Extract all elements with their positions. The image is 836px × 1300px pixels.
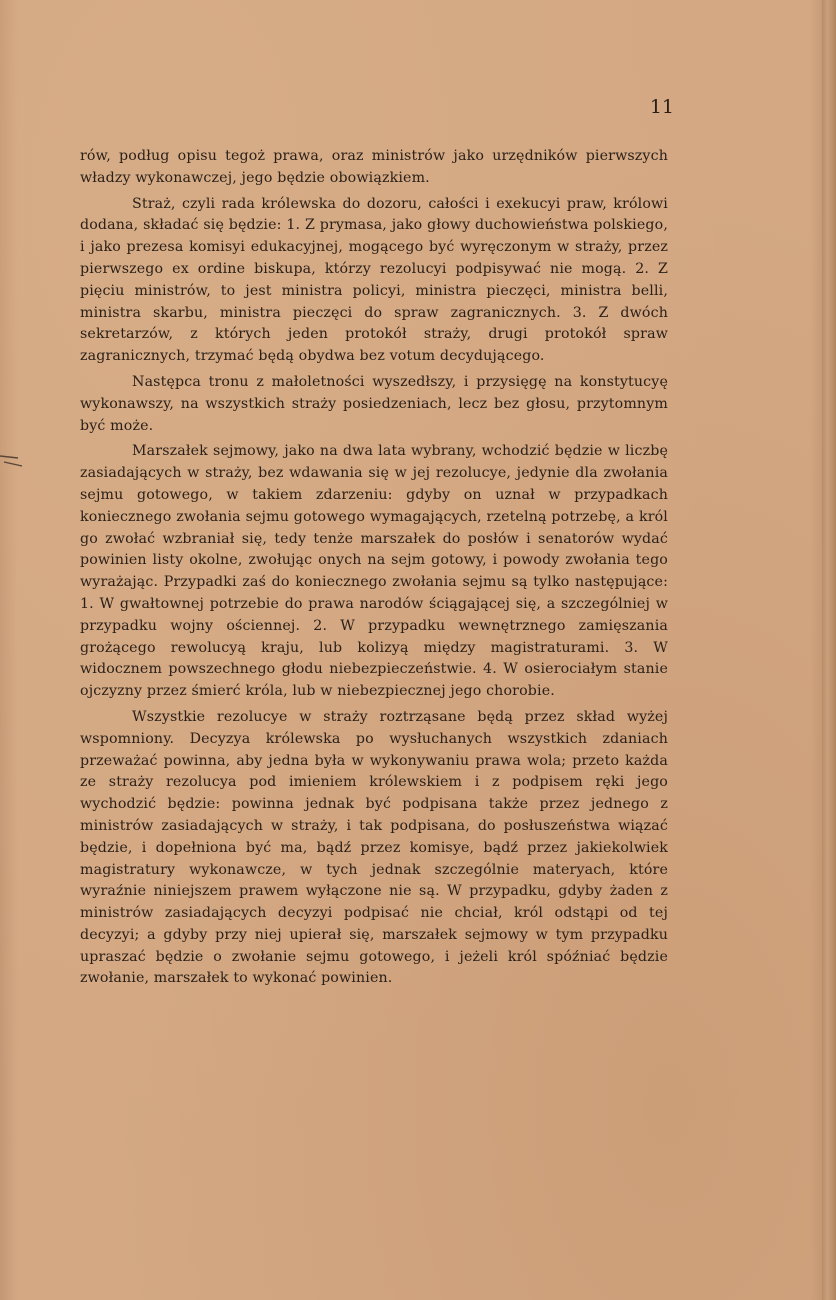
margin-mark-icon bbox=[0, 446, 30, 476]
paragraph: rów, podług opisu tegoż prawa, oraz ministrów jako urzędników pierwszych władzy wykonawczej, jego będzie obowiązkiem. bbox=[80, 148, 668, 186]
paragraph: Następca tronu z małoletności wyszedłszy, i przysięgę na konstytucyę wykonawszy, na wszystkich straży posiedzeniach, lecz bez głosu, przytomnym być może. bbox=[80, 373, 668, 434]
page-edge bbox=[822, 0, 836, 1300]
page-number: 11 bbox=[649, 96, 674, 118]
paragraph: Marszałek sejmowy, jako na dwa lata wybrany, wchodzić będzie w liczbę zasiadających w straży, bez wdawania się w jej rezolucye, jedynie dla zwołania sejmu gotowego, w takiem zdarzeniu: gdyby on uznał w przypadkach koniecznego zwołania sejmu gotowego wymagających, rzetelną potrzebę, a król go zwołać wzbraniał się, tedy tenże marszałek do posłów i senatorów wydać powinien listy okolne, zwołując onych na sejm gotowy, i powody zwołania tego wyrażając. Przypadki zaś do koniecznego zwołania sejmu są tylko następujące: 1. W gwałtownej potrzebie do prawa narodów ściągającej się, a szczególniej w przypadku wojny ościennej. 2. W przypadku wewnętrznego zamięszania grożącego rewolucyą kraju, lub kolizyą między magistraturami. 3. W widocznem powszechnego głodu niebezpieczeństwie. 4. W osierociałym stanie ojczyzny przez śmierć króla, lub w niebezpiecznej jego chorobie. bbox=[80, 443, 668, 700]
paragraph: Straż, czyli rada królewska do dozoru, całości i exekucyi praw, królowi dodana, składać się będzie: 1. Z prymasa, jako głowy duchowieństwa polskiego, i jako prezesa komisyi edukacyjnej, mogącego być wyręczonym w straży, przez pierwszego ex ordine biskupa, którzy rezolucyi podpisywać nie mogą. 2. Z pięciu ministrów, to jest ministra policyi, ministra pieczęci, ministra belli, ministra skarbu, ministra pieczęci do spraw zagranicznych. 3. Z dwóch sekretarzów, z których jeden protokół straży, drugi protokół spraw zagranicznych, trzymać będą obydwa bez votum decydującego. bbox=[80, 195, 668, 365]
body-text bbox=[80, 146, 668, 994]
paragraph: Wszystkie rezolucye w straży roztrząsane będą przez skład wyżej wspomniony. Decyzya królewska po wysłuchanych wszystkich zdaniach przeważać powinna, aby jedna była w wykonywaniu prawa wola; przeto każda ze straży rezolucya pod imieniem królewskiem i z podpisem ręki jego wychodzić będzie: powinna jednak być podpisana także przez jednego z ministrów zasiadających w straży, i tak podpisana, do posłuszeństwa wiązać będzie, i dopełniona być ma, bądź przez komisye, bądź przez jakiekolwiek magistratury wykonawcze, w tych jednak szczególnie materyach, które wyraźnie niniejszem prawem wyłączone nie są. W przypadku, gdyby żaden z ministrów zasiadających decyzyi podpisać nie chciał, król odstąpi od tej decyzyi; a gdyby przy niej upierał się, marszałek sejmowy w tym przypadku upraszać będzie o zwołanie sejmu gotowego, i jeżeli król spóźniać będzie zwołanie, marszałek to wykonać powinien. bbox=[80, 708, 668, 987]
